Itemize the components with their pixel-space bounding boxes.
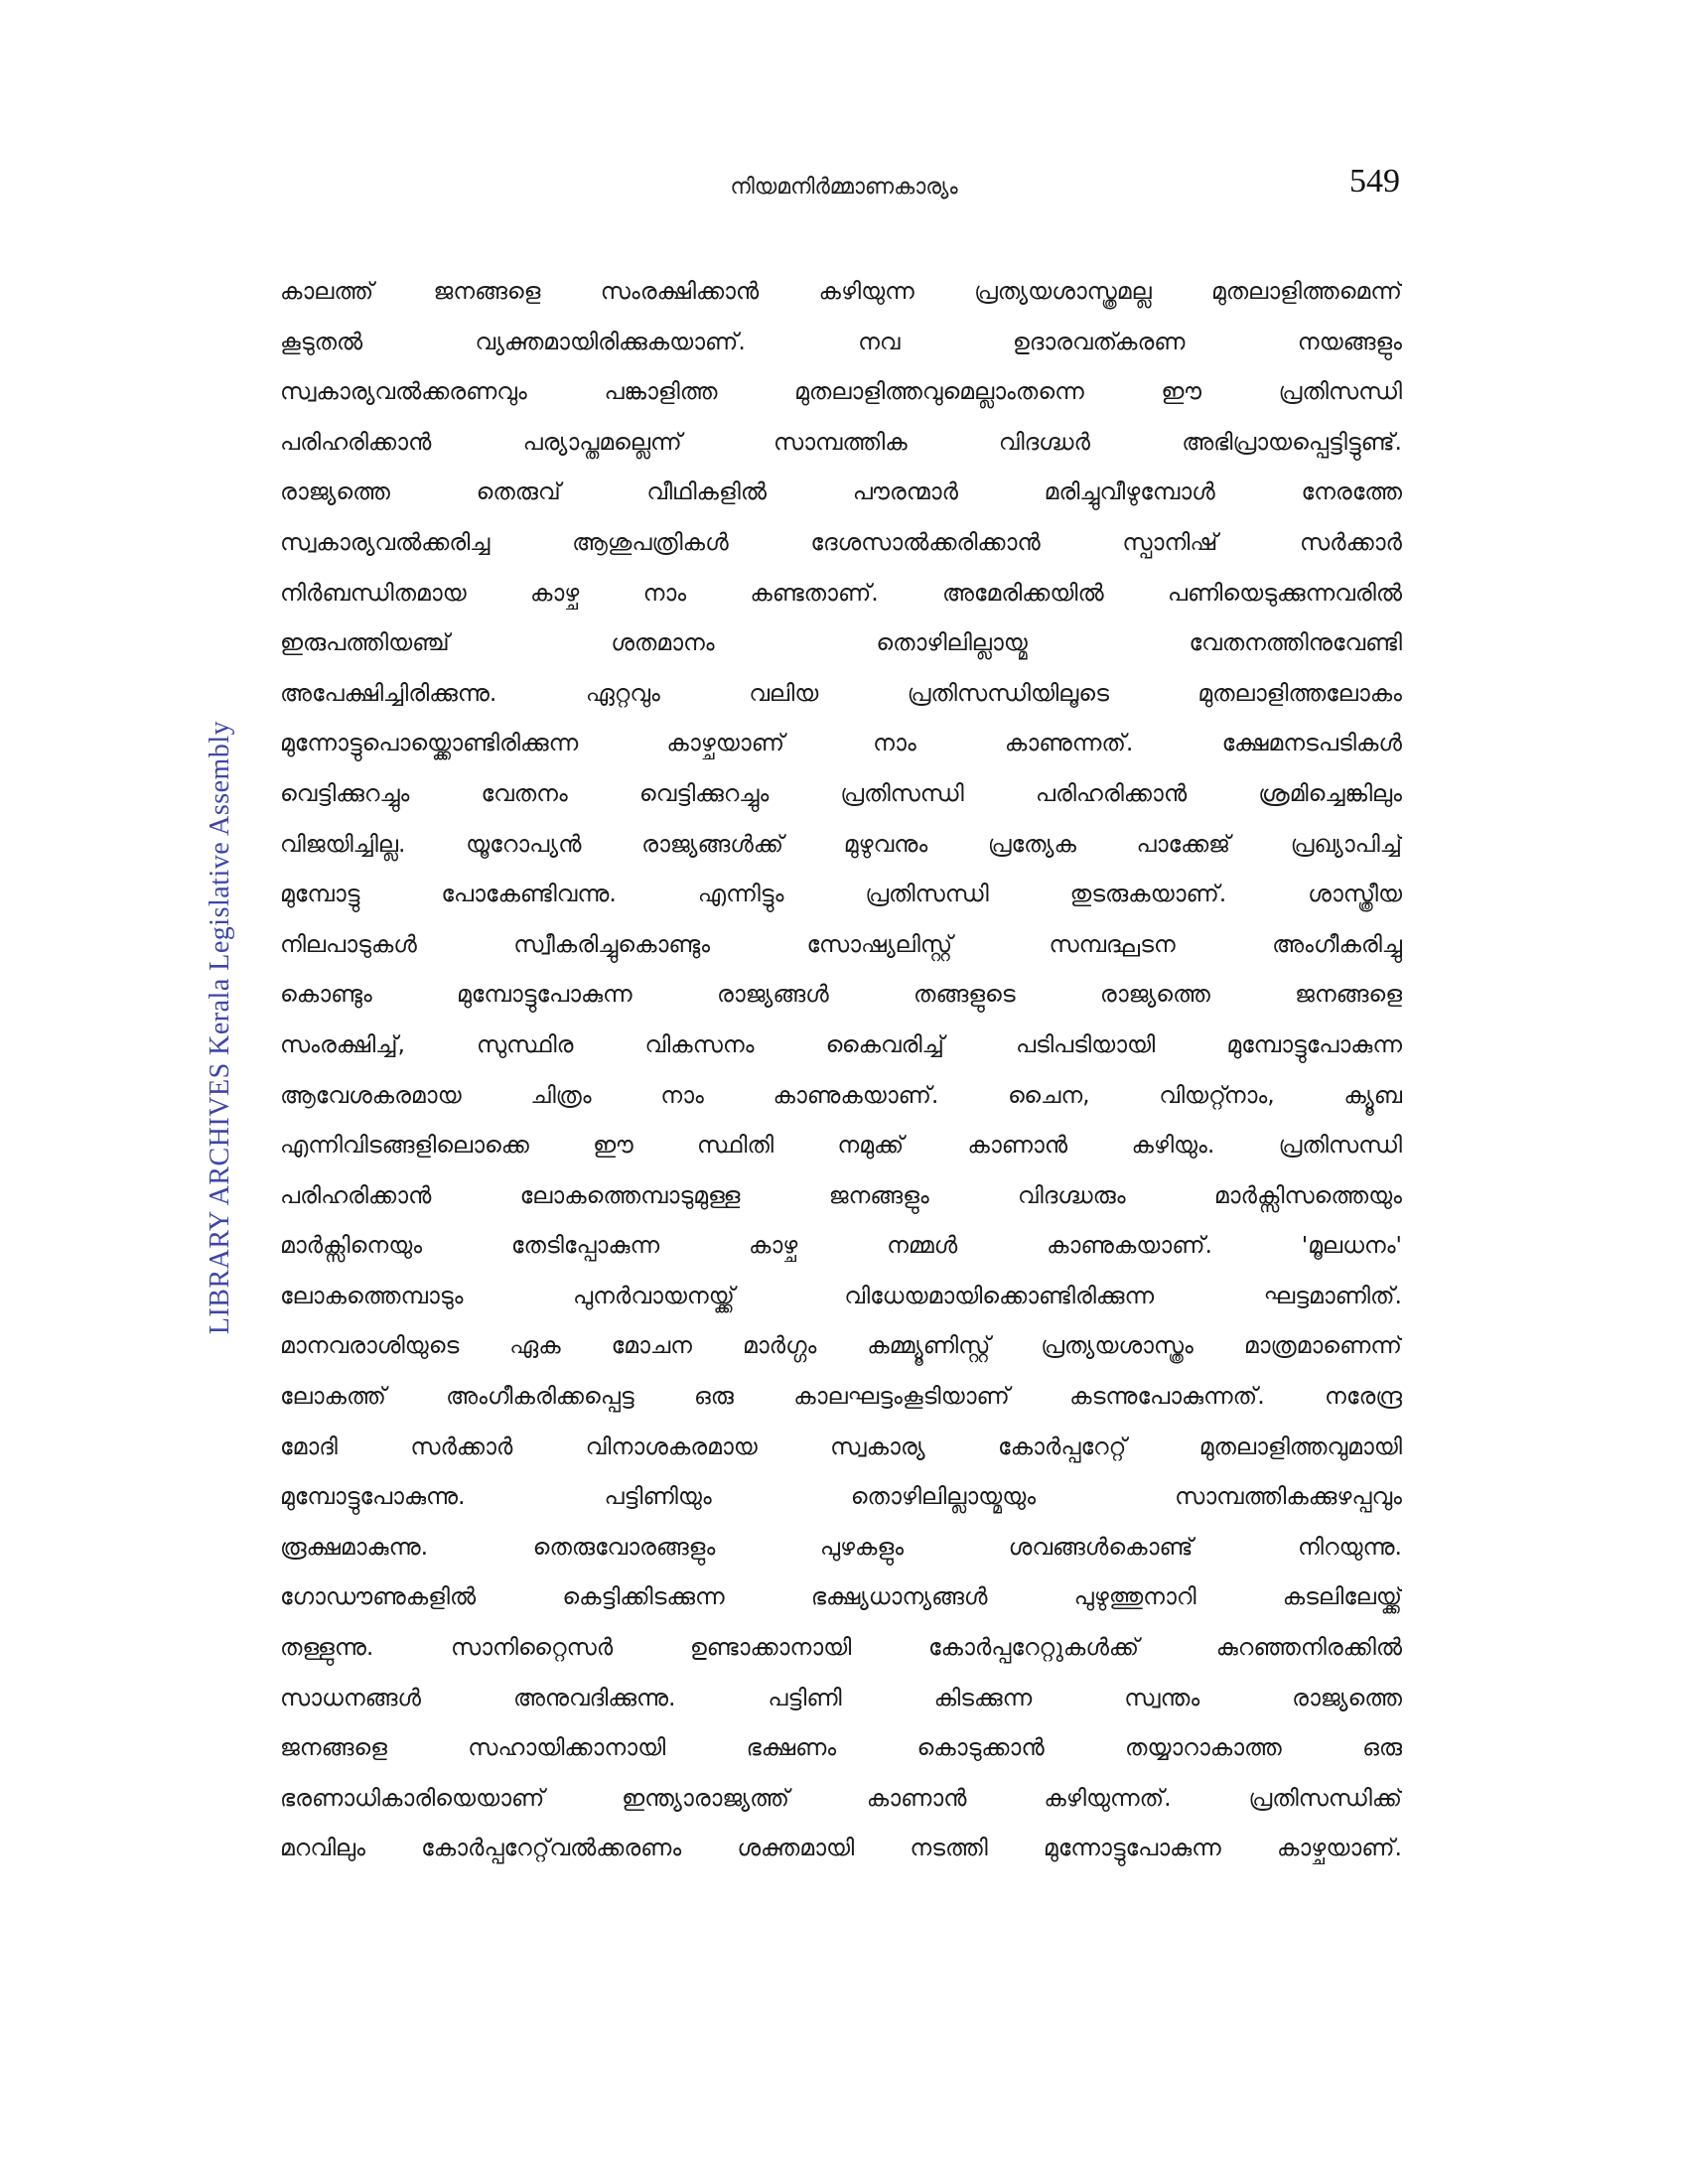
text-line: കൂടുതൽ വ്യക്തമായിരിക്കുകയാണ്. നവ ഉദാരവത്കരണ നയങ്ങളും bbox=[280, 327, 1402, 355]
text-line: അപേക്ഷിച്ചിരിക്കുന്നു. ഏറ്റവും വലിയ പ്രതിസന്ധിയിലൂടെ മുതലാളിത്തലോകം bbox=[280, 678, 1402, 707]
text-line: രൂക്ഷമാകുന്നു. തെരുവോരങ്ങളും പുഴകളും ശവങ്ങൾകൊണ്ട് നിറയുന്നു. bbox=[280, 1532, 1402, 1561]
text-line: എന്നിവിടങ്ങളിലൊക്കെ ഈ സ്ഥിതി നമുക്ക് കാണാൻ കഴിയും. പ്രതിസന്ധി bbox=[280, 1131, 1402, 1160]
text-line: ജനങ്ങളെ സഹായിക്കാനായി ഭക്ഷണം കൊടുക്കാൻ തയ്യാറാകാത്ത ഒരു bbox=[280, 1733, 1402, 1762]
text-line: നിലപാടുകൾ സ്വീകരിച്ചുകൊണ്ടും സോഷ്യലിസ്റ്റ് സമ്പദ്ഘടന അംഗീകരിച്ചു bbox=[280, 929, 1402, 958]
text-line: വെട്ടിക്കുറച്ചും വേതനം വെട്ടിക്കുറച്ചും പ്രതിസന്ധി പരിഹരിക്കാൻ ശ്രമിച്ചെങ്കിലും bbox=[280, 778, 1402, 807]
text-line: സാധനങ്ങൾ അനുവദിക്കുന്നു. പട്ടിണി കിടക്കുന്ന സ്വന്തം രാജ്യത്തെ bbox=[280, 1683, 1402, 1711]
text-line: സ്വകാര്യവൽക്കരണവും പങ്കാളിത്ത മുതലാളിത്തവുമെല്ലാംതന്നെ ഈ പ്രതിസന്ധി bbox=[280, 377, 1402, 406]
text-line: ഇരുപത്തിയഞ്ച് ശതമാനം തൊഴിലില്ലായ്മ വേതനത്തിനുവേണ്ടി bbox=[280, 628, 1402, 657]
text-line: വിജയിച്ചില്ല. യൂറോപ്യൻ രാജ്യങ്ങൾക്ക് മുഴുവനും പ്രത്യേക പാക്കേജ് പ്രഖ്യാപിച്ച് bbox=[280, 829, 1402, 858]
text-line: മാനവരാശിയുടെ ഏക മോചന മാർഗ്ഗം കമ്മ്യൂണിസ്റ്റ് പ്രത്യയശാസ്ത്രം മാത്രമാണെന്ന് bbox=[280, 1331, 1402, 1360]
text-line: പരിഹരിക്കാൻ പര്യാപ്തമല്ലെന്ന് സാമ്പത്തിക വിദഗ്ദ്ധർ അഭിപ്രായപ്പെട്ടിട്ടുണ്ട്. bbox=[280, 427, 1402, 456]
text-line: രാജ്യത്തെ തെരുവ് വീഥികളിൽ പൗരന്മാർ മരിച്ചുവീഴുമ്പോൾ നേരത്തേ bbox=[280, 478, 1402, 506]
body-text bbox=[280, 266, 1402, 1873]
text-line: മാർക്സിനെയും തേടിപ്പോകുന്ന കാഴ്ച നമ്മൾ കാണുകയാണ്. 'മൂലധനം' bbox=[280, 1231, 1402, 1260]
text-line: പരിഹരിക്കാൻ ലോകത്തെമ്പാടുമുള്ള ജനങ്ങളും വിദഗ്ദ്ധരും മാർക്സിസത്തെയും bbox=[280, 1180, 1402, 1209]
text-line: കാലത്ത് ജനങ്ങളെ സംരക്ഷിക്കാൻ കഴിയുന്ന പ്രത്യയശാസ്ത്രമല്ല മുതലാളിത്തമെന്ന് bbox=[280, 277, 1402, 305]
watermark-text: LIBRARY ARCHIVES Kerala Legislative Assembly bbox=[205, 720, 235, 1335]
text-line: സംരക്ഷിച്ച്, സുസ്ഥിര വികസനം കൈവരിച്ച് പടിപടിയായി മുമ്പോട്ടുപോകുന്ന bbox=[280, 1029, 1402, 1058]
text-line: മറവിലും കോർപ്പറേറ്റ്‌വൽക്കരണം ശക്തമായി നടത്തി മുന്നോട്ടുപോകുന്ന കാഴ്ചയാണ്. bbox=[280, 1834, 1402, 1862]
text-line: തള്ളുന്നു. സാനിറ്റൈസർ ഉണ്ടാക്കാനായി കോർപ്പറേറ്റുകൾക്ക് കുറഞ്ഞനിരക്കിൽ bbox=[280, 1633, 1402, 1662]
text-line: ലോകത്ത് അംഗീകരിക്കപ്പെട്ട ഒരു കാലഘട്ടംകൂടിയാണ് കടന്നുപോകുന്നത്. നരേന്ദ്ര bbox=[280, 1382, 1402, 1411]
text-line: ഗോഡൗണുകളിൽ കെട്ടിക്കിടക്കുന്ന ഭക്ഷ്യധാന്യങ്ങൾ പുഴുത്തുനാറി കടലിലേയ്ക്ക് bbox=[280, 1582, 1402, 1611]
text-line: മോദി സർക്കാർ വിനാശകരമായ സ്വകാര്യ കോർപ്പറേറ്റ് മുതലാളിത്തവുമായി bbox=[280, 1432, 1402, 1460]
running-title: നിയമനിർമ്മാണകാര്യം bbox=[730, 175, 958, 200]
text-line: മുമ്പോട്ടുപോകുന്നു. പട്ടിണിയും തൊഴിലില്ലായ്മയും സാമ്പത്തികക്കുഴപ്പവും bbox=[280, 1482, 1402, 1511]
text-line: മുന്നോട്ടുപൊയ്ക്കൊണ്ടിരിക്കുന്ന കാഴ്ചയാണ് നാം കാണുന്നത്. ക്ഷേമനടപടികൾ bbox=[280, 729, 1402, 757]
text-line: കൊണ്ടും മുമ്പോട്ടുപോകുന്ന രാജ്യങ്ങൾ തങ്ങളുടെ രാജ്യത്തെ ജനങ്ങളെ bbox=[280, 980, 1402, 1009]
text-line: സ്വകാര്യവൽക്കരിച്ച ആശുപത്രികൾ ദേശസാൽക്കരിക്കാൻ സ്പാനിഷ് സർക്കാർ bbox=[280, 527, 1402, 556]
text-line: ഭരണാധികാരിയെയാണ് ഇന്ത്യാരാജ്യത്ത് കാണാൻ കഴിയുന്നത്. പ്രതിസന്ധിക്ക് bbox=[280, 1783, 1402, 1812]
text-line: മുമ്പോട്ടു പോകേണ്ടിവന്നു. എന്നിട്ടും പ്രതിസന്ധി തുടരുകയാണ്. ശാസ്ത്രീയ bbox=[280, 880, 1402, 908]
page-number: 549 bbox=[1349, 163, 1400, 200]
text-line: ലോകത്തെമ്പാടും പുനർവായനയ്ക്ക് വിധേയമായിക്കൊണ്ടിരിക്കുന്ന ഘട്ടമാണിത്. bbox=[280, 1281, 1402, 1309]
text-line: ആവേശകരമായ ചിത്രം നാം കാണുകയാണ്. ചൈന, വിയറ്റ്നാം, ക്യൂബ bbox=[280, 1080, 1402, 1109]
text-line: നിർബന്ധിതമായ കാഴ്ച നാം കണ്ടതാണ്. അമേരിക്കയിൽ പണിയെടുക്കുന്നവരിൽ bbox=[280, 578, 1402, 607]
